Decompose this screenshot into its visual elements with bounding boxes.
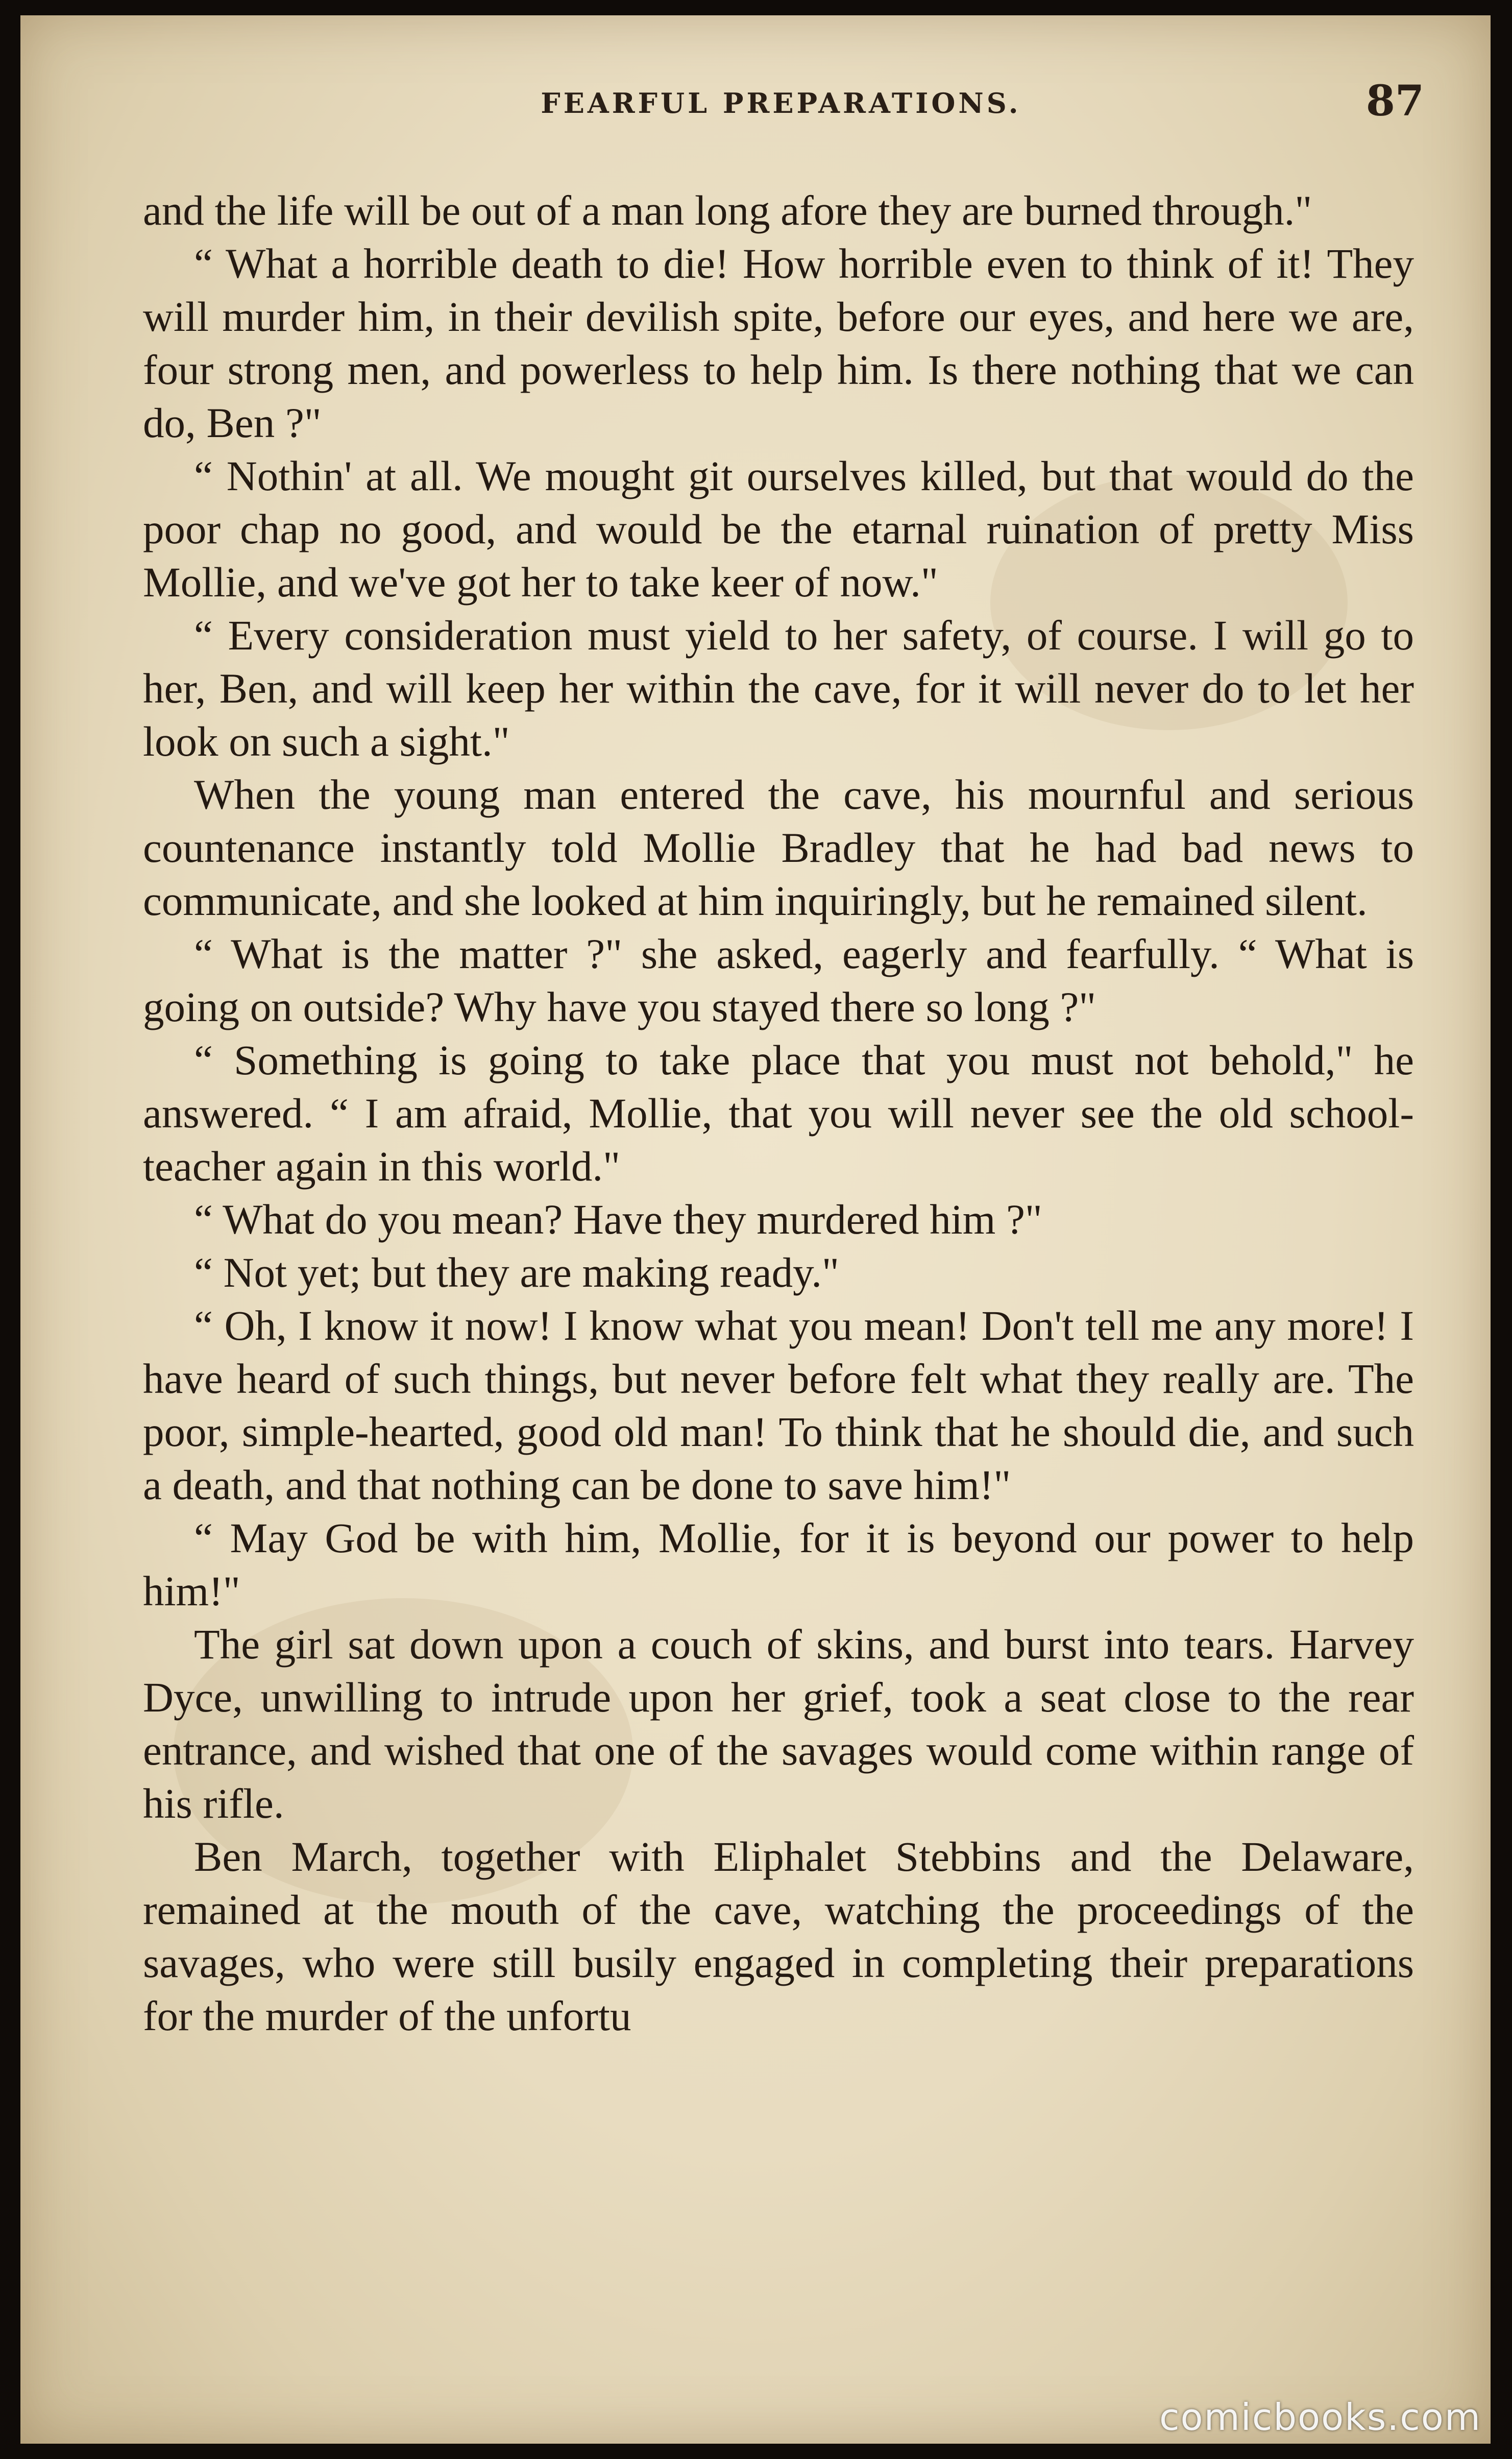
paragraph: “ May God be with him, Mollie, for it is beyond our power to help him!" xyxy=(143,1514,1414,1614)
page-number: 87 xyxy=(1365,77,1424,126)
watermark-text: comicbooks.com xyxy=(1159,2396,1481,2439)
running-head: FEARFUL PREPARATIONS. xyxy=(541,87,1021,119)
paragraph: “ Nothin' at all. We mought git ourselves killed, but that would do the poor chap no good, and would be the etarnal ruination of pretty Miss Mollie, and we've got her to take keer of now." xyxy=(143,452,1414,606)
paragraph: The girl sat down upon a couch of skins, and burst into tears. Harvey Dyce, unwilling to intrude upon her grief, took a seat close to the rear entrance, and wished that one of the savages would come within range of his rifle. xyxy=(143,1621,1414,1827)
paragraph: and the life will be out of a man long afore they are burned through." xyxy=(143,187,1312,234)
book-page xyxy=(20,15,1491,2444)
paragraph: “ Oh, I know it now! I know what you mean! Don't tell me any more! I have heard of such things, but never before felt what they really are. The poor, simple-hearted, good old man! To think that he should die, and such a death, and that nothing can be done to save him!" xyxy=(143,1302,1414,1508)
paragraph: “ Not yet; but they are making ready." xyxy=(194,1249,839,1296)
paragraph: When the young man entered the cave, his mournful and serious countenance instantly told Mollie Bradley that he had bad news to communicate, and she looked at him inquiringly, but he remained silent. xyxy=(143,771,1414,924)
paragraph: “ Something is going to take place that you must not behold," he answered. “ I am afraid, Mollie, that you will never see the old school-teacher again in this world." xyxy=(143,1036,1414,1190)
page-body xyxy=(143,184,1414,2042)
paragraph: “ What do you mean? Have they murdered him ?" xyxy=(194,1196,1042,1243)
paragraph: “ What is the matter ?" she asked, eagerly and fearfully. “ What is going on outside? Why have you stayed there so long ?" xyxy=(143,930,1414,1030)
page-header xyxy=(138,77,1424,133)
paragraph: Ben March, together with Eliphalet Stebbins and the Delaware, remained at the mouth of the cave, watching the proceedings of the savages, who were still busily engaged in completing their preparations for the murder of the unfortu xyxy=(143,1833,1414,2039)
paragraph: “ Every consideration must yield to her safety, of course. I will go to her, Ben, and will keep her within the cave, for it will never do to let her look on such a sight." xyxy=(143,612,1414,765)
paragraph: “ What a horrible death to die! How horrible even to think of it! They will murder him, in their devilish spite, before our eyes, and here we are, four strong men, and powerless to help him. Is there nothing that we can do, Ben ?" xyxy=(143,240,1414,446)
